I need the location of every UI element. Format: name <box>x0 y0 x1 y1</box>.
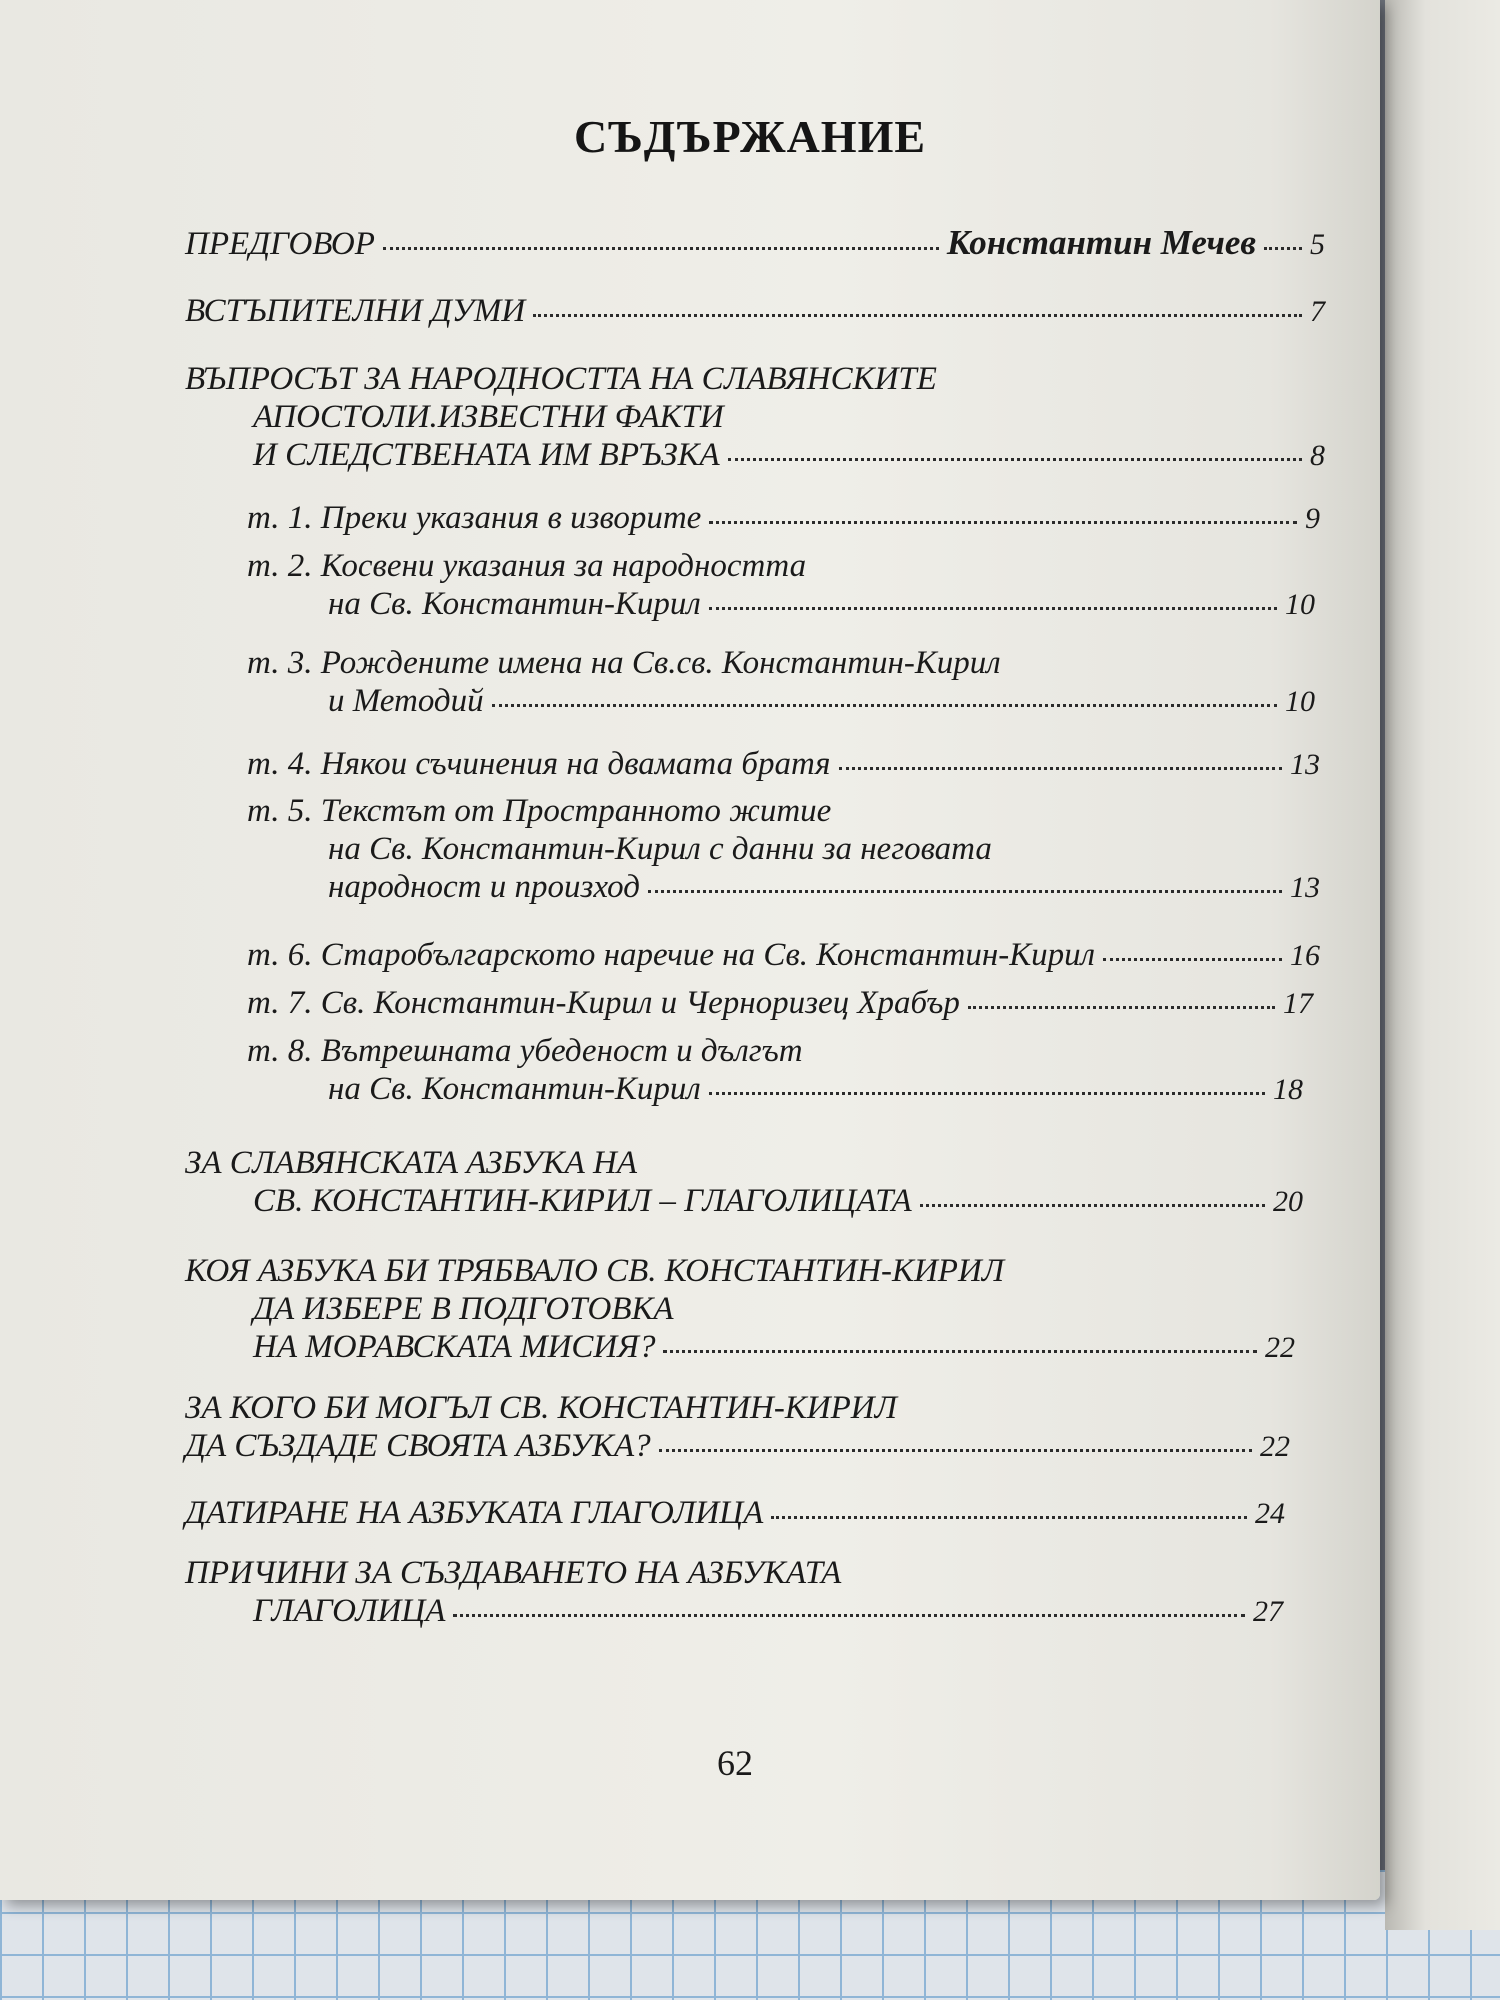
toc-entry-title: ГЛАГОЛИЦА <box>253 1593 446 1629</box>
toc-entry-author: Константин Мечев <box>946 223 1256 262</box>
toc-entry-title: ДАТИРАНЕ НА АЗБУКАТА ГЛАГОЛИЦА <box>185 1495 764 1531</box>
toc-entry-title: СВ. КОНСТАНТИН-КИРИЛ – ГЛАГОЛИЦАТА <box>253 1183 912 1219</box>
toc-entry-title: ПРИЧИНИ ЗА СЪЗДАВАНЕТО НА АЗБУКАТА <box>185 1555 842 1591</box>
dot-leader <box>533 314 1302 317</box>
toc-entry-title: т. 4. Някои съчинения на двамата братя <box>247 746 831 782</box>
toc-entry-page: 8 <box>1310 439 1325 472</box>
dot-leader <box>771 1516 1247 1519</box>
toc-entry-page: 22 <box>1265 1331 1295 1364</box>
toc-entry-title: т. 1. Преки указания в изворите <box>247 500 702 536</box>
toc-entry-title: ВЪПРОСЪТ ЗА НАРОДНОСТТА НА СЛАВЯНСКИТЕ <box>185 361 937 397</box>
toc-entry-title: ДА ИЗБЕРЕ В ПОДГОТОВКА <box>253 1291 674 1327</box>
toc-entry-title: на Св. Константин-Кирил <box>328 1071 701 1107</box>
toc-entry-title: ВСТЪПИТЕЛНИ ДУМИ <box>185 293 526 329</box>
dot-leader <box>1264 247 1302 250</box>
toc-entry-title: т. 2. Косвени указания за народността <box>247 548 807 584</box>
dot-leader <box>968 1006 1275 1009</box>
dot-leader <box>839 767 1282 770</box>
toc-entry-title: и Методий <box>328 683 484 719</box>
page-title: СЪДЪРЖАНИЕ <box>573 111 927 162</box>
dot-leader <box>659 1449 1252 1452</box>
toc-entry-page: 22 <box>1260 1430 1290 1463</box>
toc-entry-title: ЗА СЛАВЯНСКАТА АЗБУКА НА <box>185 1145 638 1181</box>
toc-entry-page: 27 <box>1253 1595 1283 1628</box>
toc-entry-title: КОЯ АЗБУКА БИ ТРЯБВАЛО СВ. КОНСТАНТИН-КИРИЛ <box>185 1253 1005 1289</box>
toc-entry-title: на Св. Константин-Кирил с данни за неговата <box>328 831 992 867</box>
dot-leader <box>648 890 1282 893</box>
dot-leader <box>492 704 1277 707</box>
toc-entry-title: народност и произход <box>328 869 640 905</box>
toc-entry-title: на Св. Константин-Кирил <box>328 586 701 622</box>
dot-leader <box>453 1614 1245 1617</box>
toc-entry-page: 20 <box>1273 1185 1303 1218</box>
toc-entry-page: 7 <box>1310 295 1325 328</box>
toc-entry-title: т. 3. Рождените имена на Св.св. Константин-Кирил <box>247 645 1001 681</box>
dot-leader <box>920 1204 1265 1207</box>
toc-entry-title: ДА СЪЗДАДЕ СВОЯТА АЗБУКА? <box>185 1428 651 1464</box>
toc-entry-title: т. 6. Старобългарското наречие на Св. Константин-Кирил <box>247 937 1096 973</box>
toc-entry-title: т. 7. Св. Константин-Кирил и Черноризец Храбър <box>247 985 960 1021</box>
dot-leader <box>728 458 1302 461</box>
toc-entry-page: 17 <box>1283 987 1313 1020</box>
dot-leader <box>1103 958 1282 961</box>
toc-entry-page: 5 <box>1310 228 1325 261</box>
toc-entry-page: 16 <box>1290 939 1320 972</box>
dot-leader <box>663 1350 1257 1353</box>
toc-entry-title: т. 5. Текстът от Пространното житие <box>247 793 832 829</box>
toc-entry-page: 10 <box>1285 588 1315 621</box>
toc-entry-title: т. 8. Вътрешната убеденост и дългът <box>247 1033 803 1069</box>
dot-leader <box>383 247 939 250</box>
page-number: 62 <box>717 1743 753 1783</box>
dot-leader <box>709 521 1297 524</box>
dot-leader <box>709 607 1277 610</box>
toc-entry-title: НА МОРАВСКАТА МИСИЯ? <box>253 1329 656 1365</box>
toc-entry-page: 18 <box>1273 1073 1303 1106</box>
toc-entry-page: 9 <box>1305 502 1320 535</box>
dot-leader <box>709 1092 1265 1095</box>
toc-entry-title: ПРЕДГОВОР <box>185 226 375 262</box>
toc-entry-page: 10 <box>1285 685 1315 718</box>
toc-entry-page: 13 <box>1290 748 1320 781</box>
toc-entry-page: 24 <box>1255 1497 1285 1530</box>
toc-entry-title: ЗА КОГО БИ МОГЪЛ СВ. КОНСТАНТИН-КИРИЛ <box>185 1390 897 1426</box>
facing-page-edge <box>1385 0 1500 1930</box>
toc-entry-title: АПОСТОЛИ.ИЗВЕСТНИ ФАКТИ <box>253 399 724 435</box>
toc-entry-page: 13 <box>1290 871 1320 904</box>
toc-entry-title: И СЛЕДСТВЕНАТА ИМ ВРЪЗКА <box>253 437 720 473</box>
